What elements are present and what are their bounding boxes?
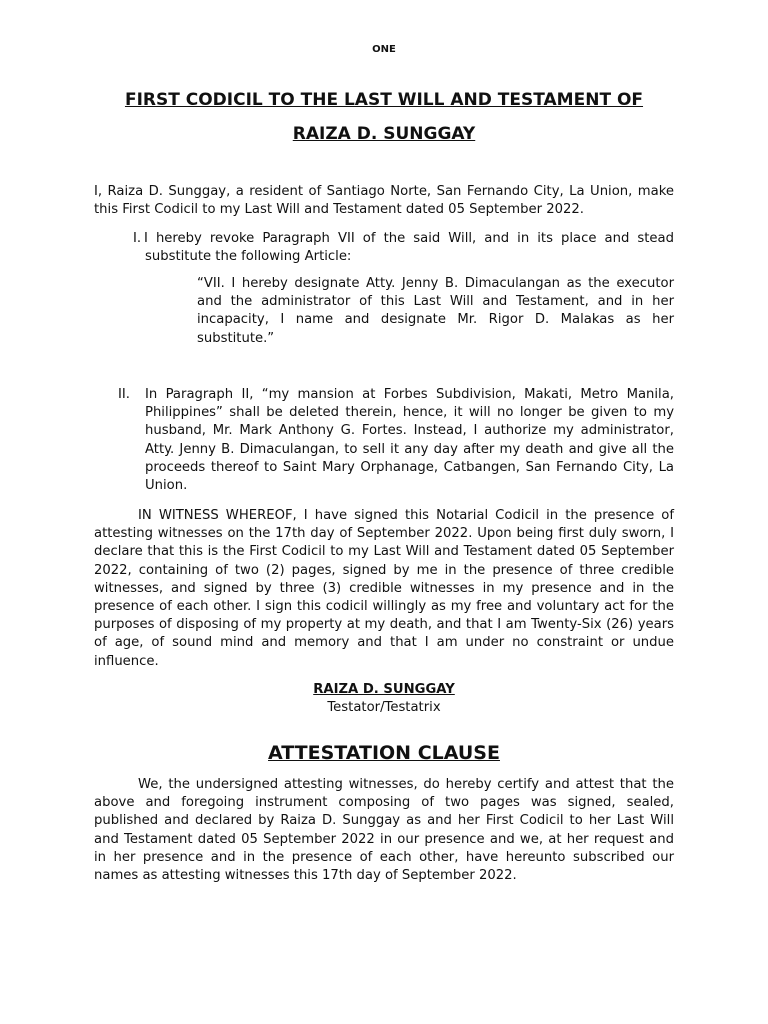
attestation-heading: ATTESTATION CLAUSE <box>268 742 500 764</box>
attestation-paragraph: We, the undersigned attesting witnesses, do hereby certify and attest that the above and foregoing instrument composing of two pages was signed, sealed, published and declared by Raiza D. Sunggay as and her First Codicil to her Last Will and Testament dated 05 September 2022 in our presence and we, at her request and in her presence and in the presence of each other, have hereunto subscribed our names as attesting witnesses this 17th day of September 2022. <box>94 777 674 884</box>
list-item-number: II. <box>118 387 130 402</box>
signatory-name: RAIZA D. SUNGGAY <box>313 682 455 697</box>
list-item-number: I. <box>133 231 142 246</box>
signatory-role: Testator/Testatrix <box>327 700 441 715</box>
witness-paragraph: IN WITNESS WHEREOF, I have signed this Notarial Codicil in the presence of attesting witnesses on the 17th day of September 2022. Upon being first duly sworn, I declare that this is the First Codicil to my Last Will and Testament dated 05 September 2022, containing of two (2) pages, signed by me in the presence of three credible witnesses, and signed by three (3) credible witnesses in my presence and in the presence of each other. I sign this codicil willingly as my free and voluntary act for the purposes of disposing of my property at my death, and that I am Twenty-Six (26) years of age, of sound mind and memory and that I am under no constraint or undue influence. <box>94 508 674 669</box>
list-item-text: I hereby revoke Paragraph VII of the said Will, and in its place and stead substitute the following Article: <box>144 231 674 265</box>
quoted-article: “VII. I hereby designate Atty. Jenny B. Dimaculangan as the executor and the administrator of this Last Will and Testament, and in her incapacity, I name and designate Mr. Rigor D. Malakas as her substitute.” <box>197 276 674 346</box>
list-item-mansion <box>118 386 674 495</box>
list-item-text: In Paragraph II, “my mansion at Forbes Subdivision, Makati, Metro Manila, Philippines” shall be deleted therein, hence, it will no longer be given to my husband, Mr. Mark Anthony G. Fortes. Instead, I authorize my administrator, Atty. Jenny B. Dimaculangan, to sell it any day after my death and give all the proceeds thereof to Saint Mary Orphanage, Catbangen, San Fernando City, La Union. <box>145 387 674 494</box>
list-item-revocation <box>133 230 674 266</box>
document-title-line-2: RAIZA D. SUNGGAY <box>292 124 476 144</box>
intro-paragraph: I, Raiza D. Sunggay, a resident of Santiago Norte, San Fernando City, La Union, make this First Codicil to my Last Will and Testament dated 05 September 2022. <box>94 184 674 218</box>
document-title-line-1: FIRST CODICIL TO THE LAST WILL AND TESTAMENT OF <box>124 90 644 110</box>
page-marker: ONE <box>372 44 396 55</box>
signature-block <box>0 681 768 717</box>
